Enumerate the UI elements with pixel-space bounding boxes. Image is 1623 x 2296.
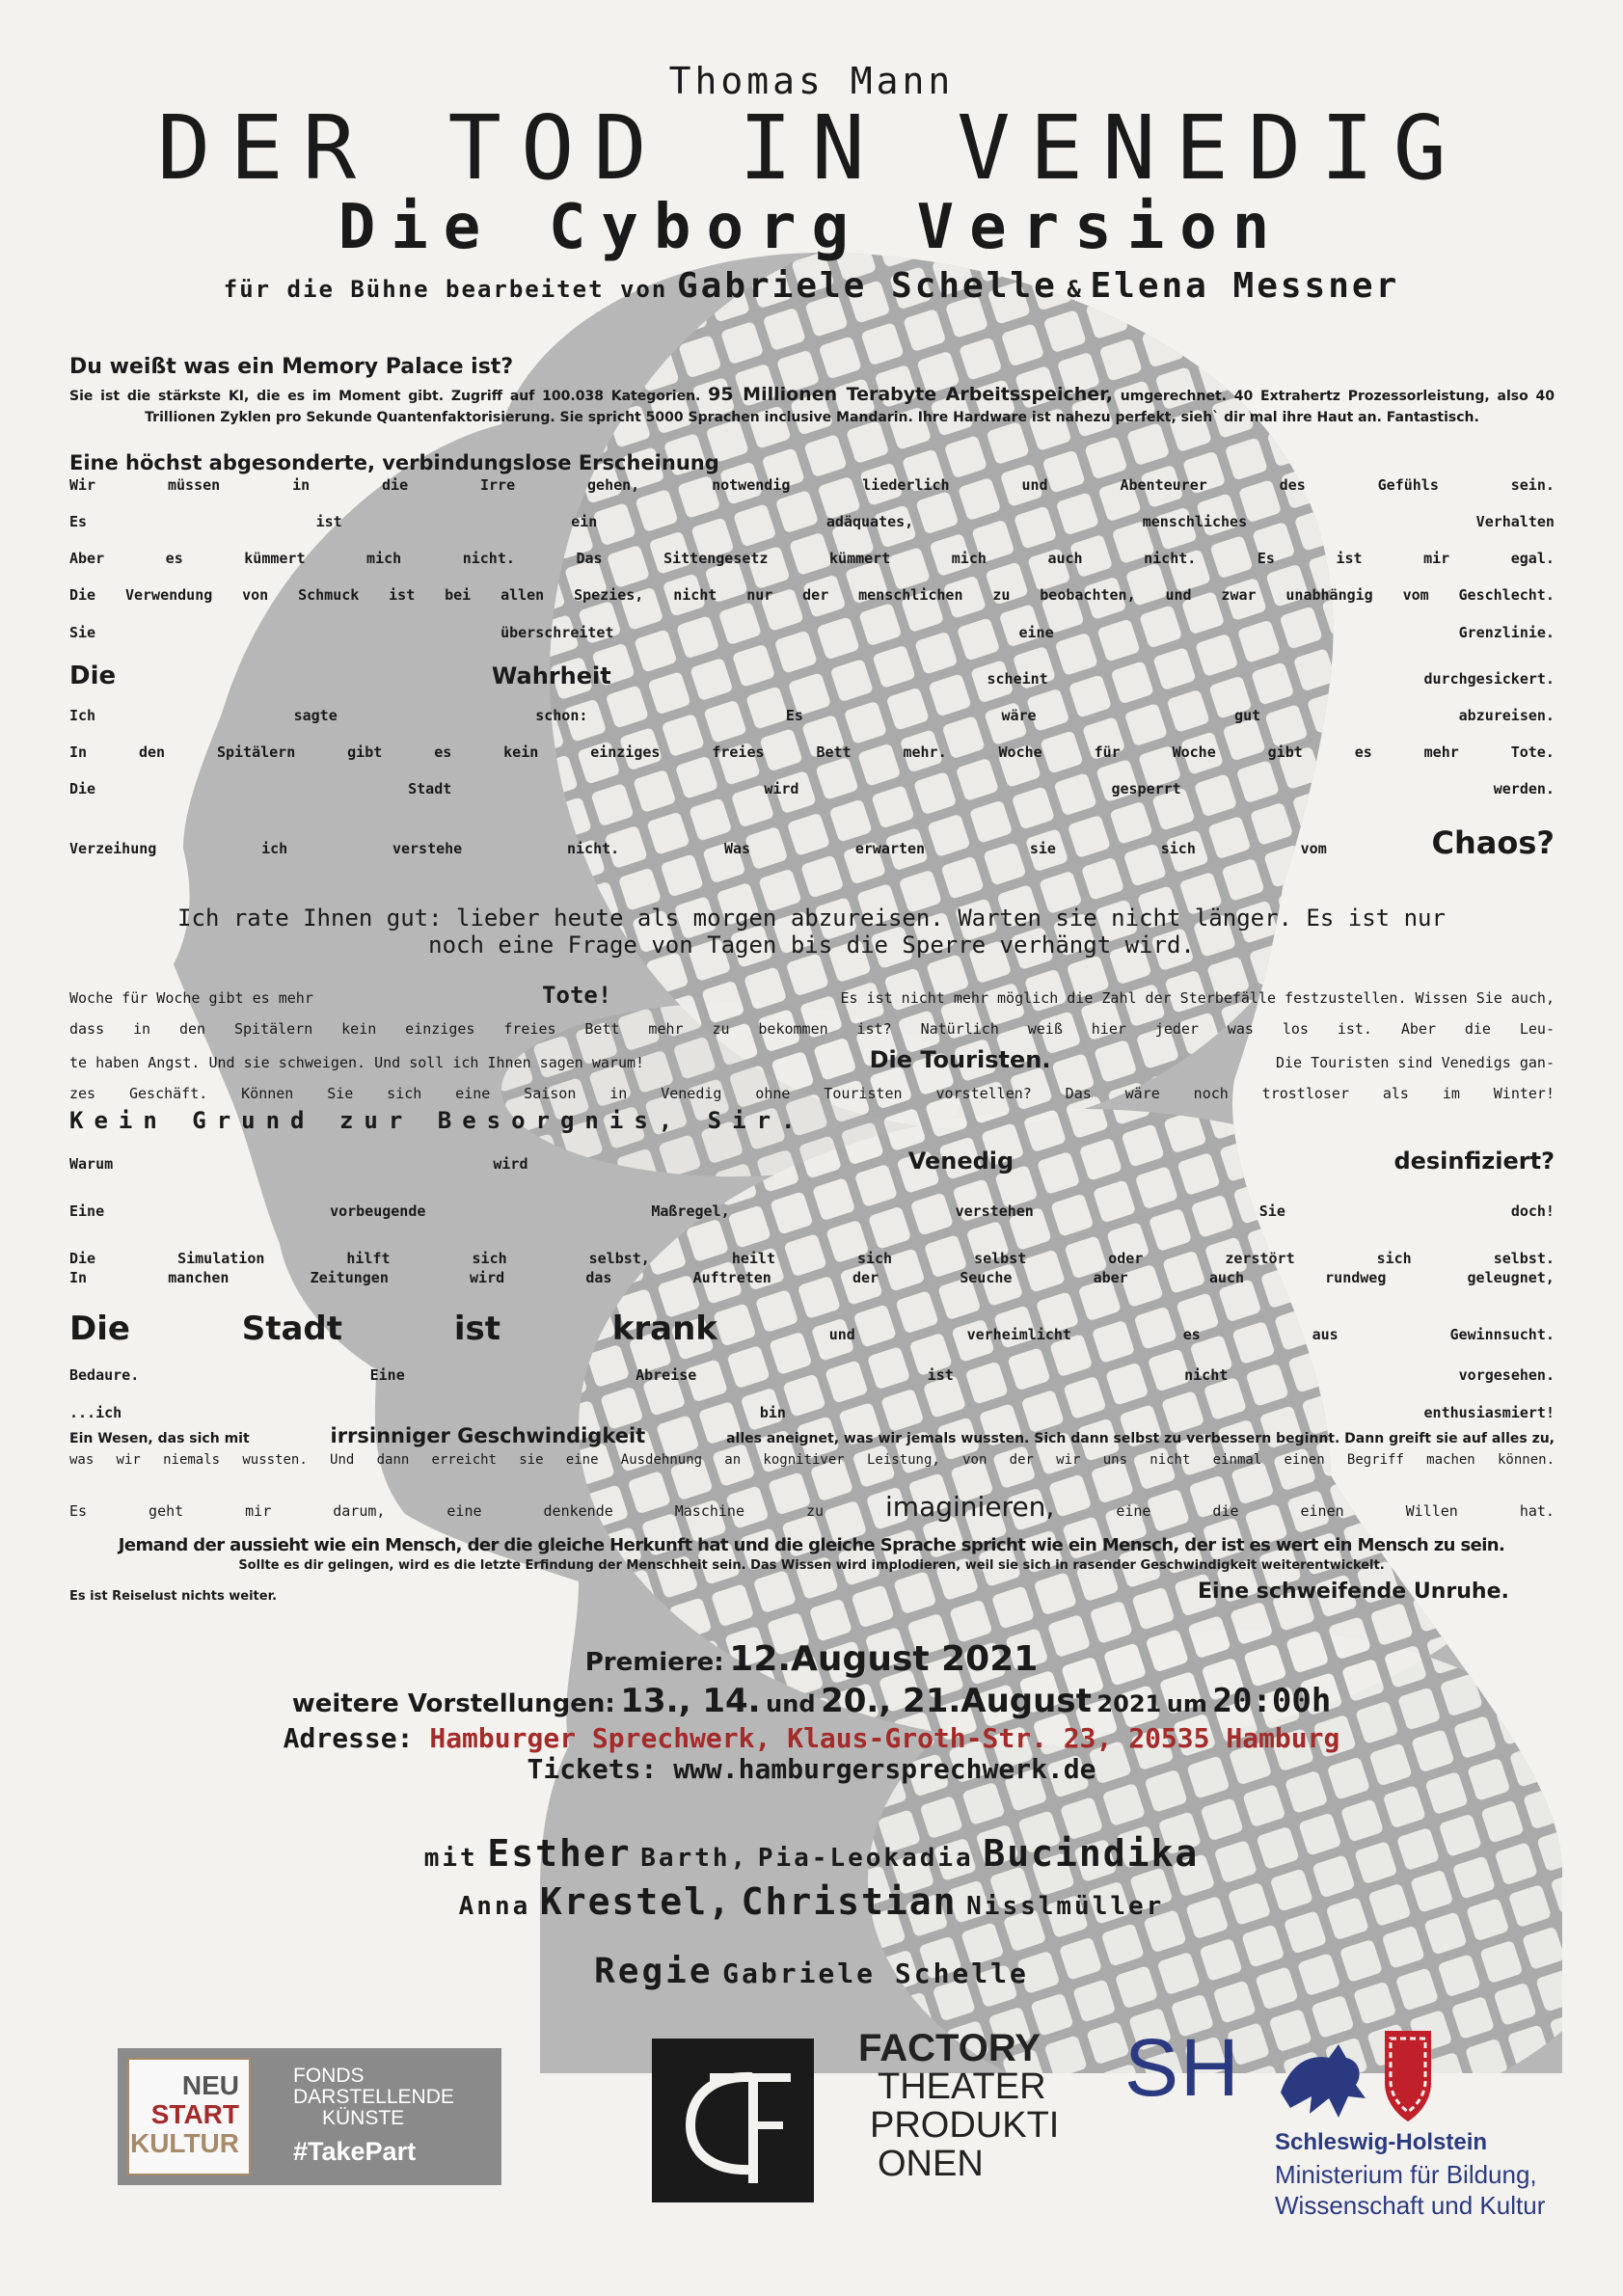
takepart: #TakePart: [293, 2137, 417, 2166]
premiere-label: Premiere:: [584, 1648, 724, 1677]
line6: [69, 662, 1555, 690]
adresse-label: Adresse:: [283, 1722, 414, 1754]
word: auch: [1047, 550, 1083, 567]
word: kein: [503, 743, 539, 761]
word: nicht.: [462, 550, 515, 567]
unruhe: Eine schweifende Unruhe.: [1198, 1580, 1509, 1604]
word: sich: [1160, 840, 1196, 857]
date-1: 13., 14.: [620, 1682, 761, 1720]
word: selbst: [974, 1250, 1027, 1267]
kultur: KULTUR: [129, 2128, 239, 2158]
heading-erscheinung: Eine höchst abgesonderte, verbindungslose Erscheinung: [69, 451, 719, 474]
word: imaginieren,: [885, 1491, 1055, 1523]
premiere-date: 12.August 2021: [729, 1639, 1039, 1679]
word: gesperrt: [1111, 780, 1181, 797]
word: und: [828, 1326, 855, 1343]
word: wird: [493, 1155, 528, 1173]
word: ...ich: [69, 1404, 122, 1421]
sh-name: Schleswig-Holstein: [1275, 2129, 1488, 2155]
word: verheimlicht: [966, 1326, 1071, 1343]
word: Es: [785, 707, 803, 724]
word: für: [1094, 743, 1121, 761]
word: wird: [764, 780, 799, 797]
word: Abreise: [636, 1366, 697, 1384]
tf-mark-icon: [652, 2039, 814, 2202]
actor-3-first: Anna: [458, 1892, 531, 1921]
word: den: [138, 743, 166, 761]
word: Spitälern: [216, 743, 296, 761]
word: eine: [446, 1502, 482, 1520]
word: wird: [470, 1269, 505, 1286]
line16: [69, 1366, 1555, 1384]
um: um: [1166, 1690, 1207, 1717]
word: mir: [1423, 550, 1450, 567]
word: doch!: [1510, 1202, 1555, 1220]
word: scheint: [987, 670, 1048, 688]
word: des: [1279, 476, 1306, 494]
word: nur: [746, 586, 773, 604]
premiere: [0, 1639, 1623, 1679]
word: Sittengesetz: [663, 550, 769, 567]
word: die: [382, 476, 409, 494]
memory-palace-paragraph: [69, 384, 1555, 428]
word: Wahrheit: [491, 662, 611, 689]
word: notwendig: [712, 476, 791, 494]
word: Die: [69, 780, 96, 797]
word: vorbeugende: [330, 1202, 426, 1220]
word: vom: [1402, 586, 1429, 604]
word: Verwendung: [124, 586, 213, 604]
word: ist: [389, 586, 416, 604]
word: Die: [69, 662, 117, 690]
cast-line-1: [0, 1832, 1623, 1875]
word: Abenteurer: [1120, 476, 1207, 494]
adapter-1: Gabriele Schelle: [676, 266, 1058, 306]
actor-2-first: Pia-Leokadia: [757, 1844, 974, 1873]
word: Ich: [69, 707, 96, 724]
word: werden.: [1493, 780, 1555, 797]
word: Maschine: [674, 1502, 744, 1520]
word: erwarten: [854, 840, 926, 857]
word: mich: [366, 550, 402, 567]
line10: [69, 824, 1555, 861]
word: verstehe: [392, 840, 463, 857]
word: Tote.: [1510, 743, 1555, 761]
word: Woche: [1172, 743, 1216, 761]
word: aber: [1093, 1269, 1128, 1286]
word: Gewinnsucht.: [1449, 1326, 1555, 1343]
word: rundweg: [1325, 1269, 1387, 1286]
word: mir: [245, 1502, 272, 1520]
word: ist: [927, 1366, 954, 1384]
word: selbst,: [588, 1250, 650, 1267]
word: Venedig: [907, 1148, 1014, 1175]
line1: [69, 476, 1555, 494]
p1a: Sie ist die stärkste KI, die es im Moment gibt. Zugriff auf 100.038 Kategorien.: [69, 389, 701, 404]
word: bei: [445, 586, 472, 604]
play-subtitle: Die Cyborg Version: [338, 192, 1285, 263]
word: Die: [69, 1250, 96, 1267]
line8: [69, 743, 1555, 761]
word: Willen: [1405, 1502, 1458, 1520]
word: gut: [1234, 707, 1261, 724]
word: müssen: [167, 476, 221, 494]
word: mehr: [1423, 743, 1459, 761]
line15: [69, 1310, 1555, 1348]
word: hilft: [346, 1250, 391, 1267]
word: Bett: [816, 743, 852, 761]
p1b: 95 Millionen Terabyte Arbeitsspeicher,: [708, 384, 1113, 405]
p2-3: dass in den Spitälern kein einziges freies Bett mehr zu bekommen ist? Natürlich weiß hier jeder was los ist. Aber die Leu-: [69, 1020, 1555, 1038]
adaptation-credit: [0, 266, 1623, 306]
mit: mit: [423, 1844, 478, 1873]
word: sein.: [1510, 476, 1555, 494]
word: Das: [576, 550, 603, 567]
p2-tote: Tote!: [542, 982, 612, 1009]
p3c: alles aneignet, was wir jemals wussten. Sich dann selbst zu verbessern beginnt. Dann greift sie auf alles zu,: [726, 1431, 1555, 1446]
neustart-logo: [118, 2048, 501, 2185]
word: Zeitungen: [310, 1269, 389, 1286]
word: Spezies,: [574, 586, 644, 604]
line9: [69, 780, 1555, 797]
word: bin: [759, 1404, 786, 1421]
sh-letters: SH: [1124, 2022, 1241, 2113]
word: nicht.: [567, 840, 620, 857]
word: verstehen: [955, 1202, 1034, 1220]
word: desinfiziert?: [1393, 1148, 1555, 1175]
sh-ministry-2: Wissenschaft und Kultur: [1275, 2191, 1546, 2220]
adresse: Hamburger Sprechwerk, Klaus-Groth-Str. 23, 20535 Hamburg: [429, 1722, 1340, 1754]
word: sich: [472, 1250, 507, 1267]
word: mehr.: [903, 743, 947, 761]
p2-tour: Die Touristen.: [869, 1046, 1051, 1073]
actor-4-last: Nisslmüller: [966, 1892, 1165, 1921]
fonds: FONDS: [293, 2065, 365, 2087]
word: Irre: [480, 476, 516, 494]
word: kümmert: [244, 550, 306, 567]
word: sie: [1029, 840, 1056, 857]
line13: [69, 1250, 1555, 1267]
reiselust: Es ist Reiselust nichts weiter.: [69, 1589, 278, 1604]
word: es: [434, 743, 452, 761]
word: geleugnet,: [1467, 1269, 1555, 1286]
word: Warum: [69, 1155, 114, 1173]
word: Eine: [69, 1202, 105, 1220]
line2: [69, 513, 1555, 530]
cast-line-2: [0, 1880, 1623, 1923]
word: In: [69, 1269, 88, 1286]
line4: [69, 586, 1555, 604]
line7: [69, 707, 1555, 724]
word: der: [802, 586, 829, 604]
word: es: [1354, 743, 1372, 761]
line3: [69, 550, 1555, 567]
advice-line-1: Ich rate Ihnen gut: lieber heute als morgen abzureisen. Warten sie nicht länger. Es ist nur: [177, 905, 1446, 932]
word: wäre: [1001, 707, 1037, 724]
word: Chaos?: [1431, 824, 1555, 861]
word: In: [69, 743, 88, 761]
word: zu: [992, 586, 1011, 604]
word: liederlich: [862, 476, 950, 494]
word: Eine: [369, 1366, 405, 1384]
word: nicht: [1184, 1366, 1229, 1384]
time: 20:00h: [1212, 1682, 1332, 1720]
word: Verhalten: [1475, 513, 1555, 530]
tote-paragraph: [69, 980, 1555, 1109]
word: das: [585, 1269, 612, 1286]
tickets: [0, 1753, 1623, 1785]
p2-1: Woche für Woche gibt es mehr: [69, 989, 313, 1007]
word: oder: [1108, 1250, 1144, 1267]
word: Was: [723, 840, 751, 857]
line17: [69, 1404, 1555, 1421]
word: durchgesickert.: [1423, 670, 1555, 688]
address: [0, 1722, 1623, 1754]
word: und: [1021, 476, 1048, 494]
word: von: [242, 586, 269, 604]
word: auch: [1208, 1269, 1244, 1286]
word: Auftreten: [692, 1269, 771, 1286]
word: darum,: [333, 1502, 386, 1520]
neu: NEU: [181, 2070, 239, 2100]
word: unabhängig: [1285, 586, 1373, 604]
word: der: [852, 1269, 879, 1286]
word: kümmert: [829, 550, 891, 567]
word: Seuche: [960, 1269, 1013, 1286]
word: Sie: [69, 624, 96, 641]
p2-2: Es ist nicht mehr möglich die Zahl der Sterbefälle festzustellen. Wissen Sie auch,: [840, 989, 1555, 1007]
amp: &: [1067, 276, 1081, 303]
word: nicht.: [1144, 550, 1197, 567]
word: krank: [611, 1310, 717, 1348]
word: überschreitet: [500, 624, 614, 641]
word: Stadt: [241, 1310, 343, 1348]
factory-text: [858, 2029, 1059, 2183]
word: Geschlecht.: [1458, 586, 1555, 604]
word: ist: [453, 1310, 500, 1348]
word: selbst.: [1493, 1250, 1555, 1267]
word: ich: [261, 840, 288, 857]
word: eine: [1116, 1502, 1151, 1520]
factory-emblem: [652, 2039, 814, 2202]
line14: [69, 1269, 1555, 1286]
p3b: irrsinniger Geschwindigkeit: [330, 1424, 646, 1447]
play-title: DER TOD IN VENEDIG: [157, 96, 1466, 200]
word: Woche: [998, 743, 1042, 761]
kuenste: KÜNSTE: [322, 2107, 405, 2129]
further-shows: [0, 1682, 1623, 1720]
line18: [69, 1491, 1555, 1523]
word: beobachten,: [1040, 586, 1136, 604]
word: enthusiasmiert!: [1423, 1404, 1555, 1421]
onen: ONEN: [878, 2144, 984, 2184]
weitere-label: weitere Vorstellungen:: [291, 1689, 615, 1718]
word: Gefühls: [1377, 476, 1439, 494]
author: Thomas Mann: [668, 60, 955, 102]
word: sich: [1376, 1250, 1412, 1267]
actor-4-first: Christian: [741, 1880, 958, 1923]
word: freies: [712, 743, 765, 761]
produkti: PRODUKTI: [870, 2105, 1060, 2146]
word: schon:: [535, 707, 588, 724]
word: manchen: [168, 1269, 230, 1286]
date-2: 20., 21.August: [821, 1682, 1092, 1720]
word: Stadt: [408, 780, 452, 797]
advice-line-2: noch eine Frage von Tagen bis die Sperre verhängt wird.: [428, 932, 1195, 959]
adapter-2: Elena Messner: [1090, 266, 1400, 306]
memory-palace-question: Du weißt was ein Memory Palace ist?: [69, 355, 514, 379]
tickets-label: Tickets:: [527, 1753, 658, 1785]
word: Schmuck: [298, 586, 360, 604]
p3a: Ein Wesen, das sich mit: [69, 1431, 250, 1446]
start: START: [150, 2099, 239, 2129]
regie-name: Gabriele Schelle: [722, 1958, 1029, 1989]
word: allen: [500, 586, 545, 604]
theater: THEATER: [878, 2066, 1046, 2107]
erfindung-line: Sollte es dir gelingen, wird es die letzte Erfindung der Menschheit sein. Das Wissen wird implodieren, weil sie sich in rasender Geschwindigkeit weiterentwickelt.: [238, 1558, 1385, 1573]
neustart-badge: [127, 2058, 251, 2175]
word: gibt: [1267, 743, 1303, 761]
year: 2021: [1096, 1690, 1162, 1717]
word: Es: [69, 1502, 88, 1520]
word: Die: [69, 1310, 130, 1348]
word: Sie: [1258, 1202, 1285, 1220]
p2-6: zes Geschäft. Können Sie sich eine Saison in Venedig ohne Touristen vorstellen? Das wäre noch trostloser als im Winter!: [69, 1085, 1555, 1102]
word: ist: [315, 513, 342, 530]
p2-5: Die Touristen sind Venedigs gan-: [1276, 1054, 1555, 1071]
word: einziges: [590, 743, 661, 761]
word: Bedaure.: [69, 1366, 140, 1384]
kein-grund: Kein Grund zur Besorgnis, Sir.: [69, 1107, 806, 1134]
word: vorgesehen.: [1458, 1366, 1555, 1384]
word: Es: [69, 513, 88, 530]
tickets-url[interactable]: www.hamburgersprechwerk.de: [673, 1753, 1096, 1785]
word: menschlichen: [858, 586, 963, 604]
word: geht: [149, 1502, 184, 1520]
word: ein: [571, 513, 598, 530]
actor-2-last: Bucindika: [983, 1832, 1200, 1875]
regie: [0, 1952, 1623, 1991]
word: Die: [69, 586, 96, 604]
word: Maßregel,: [651, 1202, 730, 1220]
word: Es: [1257, 550, 1275, 567]
p1c: umgerechnet. 40 Extrahertz Prozessorleistung, also 40 Trillionen Zyklen pro Sekunde Quantenfaktorisierung. Sie spricht 5000 Sprachen inclusive Mandarin. Ihre Hardware ist nahezu perfekt, sieh` dir mal ihre Haut an. Fantastisch.: [145, 389, 1555, 425]
actor-1-last: Barth,: [640, 1844, 749, 1873]
line11: [69, 1148, 1555, 1175]
wesen-paragraph: [69, 1425, 1555, 1471]
word: und: [1165, 586, 1192, 604]
word: ist: [1336, 550, 1363, 567]
word: sagte: [293, 707, 338, 724]
regie-label: Regie: [594, 1952, 714, 1991]
p2-4: te haben Angst. Und sie schweigen. Und soll ich Ihnen sagen warum!: [69, 1054, 645, 1071]
sh-ministry-1: Ministerium für Bildung,: [1275, 2160, 1537, 2189]
word: mich: [951, 550, 987, 567]
word: zwar: [1221, 586, 1257, 604]
word: Simulation: [177, 1250, 265, 1267]
word: Verzeihung: [69, 840, 157, 857]
line12: [69, 1202, 1555, 1220]
word: nicht: [673, 586, 717, 604]
und: und: [766, 1690, 816, 1717]
word: menschliches: [1142, 513, 1248, 530]
word: denkende: [543, 1502, 613, 1520]
word: zerstört: [1225, 1250, 1295, 1267]
adapted-prefix: für die Bühne bearbeitet von: [223, 276, 668, 303]
word: es: [1182, 1326, 1201, 1343]
word: zu: [805, 1502, 825, 1520]
actor-1-first: Esther: [487, 1832, 632, 1875]
line5: [69, 624, 1555, 641]
word: aus: [1312, 1326, 1339, 1343]
word: adäquates,: [825, 513, 914, 530]
word: einen: [1300, 1502, 1344, 1520]
word: gehen,: [587, 476, 640, 494]
word: hat.: [1519, 1502, 1555, 1520]
word: sich: [856, 1250, 893, 1267]
word: in: [292, 476, 311, 494]
word: vom: [1300, 840, 1327, 857]
word: die: [1212, 1502, 1239, 1520]
word: Aber: [69, 550, 105, 567]
word: Wir: [69, 476, 96, 494]
word: egal.: [1510, 550, 1555, 567]
word: Grenzlinie.: [1458, 624, 1555, 641]
sh-coat-of-arms-icon: [1271, 2025, 1441, 2131]
factory: FACTORY: [858, 2027, 1041, 2069]
darstellende: DARSTELLENDE: [293, 2086, 454, 2108]
p3d: was wir niemals wussten. Und dann erreicht sie eine Ausdehnung an kognitiver Leistung, von der wir uns nicht einmal einen Begriff machen können.: [69, 1452, 1555, 1468]
actor-3-last: Krestel,: [539, 1880, 732, 1923]
jemand-line: Jemand der aussieht wie ein Mensch, der die gleiche Herkunft hat und die gleiche Sprache spricht wie ein Mensch, der ist es wert ein Mensch zu sein.: [118, 1535, 1505, 1555]
word: gibt: [347, 743, 383, 761]
word: abzureisen.: [1458, 707, 1555, 724]
word: eine: [1018, 624, 1054, 641]
word: es: [165, 550, 183, 567]
word: heilt: [731, 1250, 775, 1267]
